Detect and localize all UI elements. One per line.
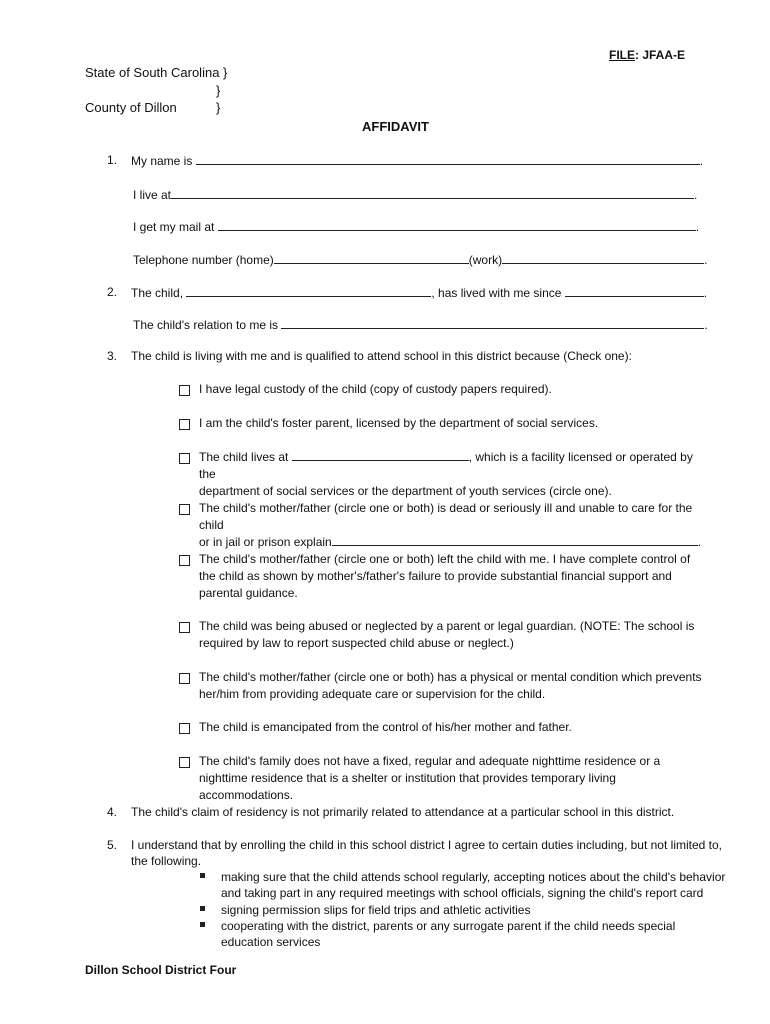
checkbox-legal-custody[interactable]	[179, 385, 190, 396]
bullet-item: signing permission slips for field trips and athletic activities	[221, 903, 531, 917]
checkbox-condition[interactable]	[179, 673, 190, 684]
item-number: 3.	[107, 349, 118, 363]
option-emancipated: The child is emancipated from the control of his/her mother and father.	[199, 720, 572, 734]
facility-blank[interactable]	[292, 449, 469, 461]
facility-label: The child lives at	[199, 450, 289, 464]
bullet-item: making sure that the child attends school regularly, accepting notices about the child's behavior	[221, 870, 726, 884]
item-number: 1.	[107, 153, 118, 167]
checkbox-abused[interactable]	[179, 622, 190, 633]
address-field-row	[133, 187, 697, 202]
option-foster-parent: I am the child's foster parent, licensed by the department of social services.	[199, 416, 599, 430]
file-label: FILE	[609, 48, 635, 62]
file-code	[609, 48, 685, 62]
county-line: County of Dillon	[85, 100, 177, 115]
facility-label-line2: department of social services or the department of youth services (circle one).	[199, 484, 612, 498]
address-blank[interactable]	[171, 187, 694, 199]
item-number: 4.	[107, 805, 118, 819]
name-label: My name is	[131, 154, 193, 168]
address-label: I live at	[133, 188, 172, 202]
phone-home-blank[interactable]	[274, 252, 469, 264]
child-label: The child,	[131, 286, 184, 300]
bullet-marker	[200, 906, 205, 911]
option-condition: The child's mother/father (circle one or both) has a physical or mental condition which prevents her/him from providing adequate care or supervision for the child.	[199, 670, 702, 701]
mail-blank[interactable]	[218, 219, 696, 231]
checkbox-facility[interactable]	[179, 453, 190, 464]
checkbox-homeless[interactable]	[179, 757, 190, 768]
period: .	[704, 253, 708, 267]
bullet-marker	[200, 922, 205, 927]
item-number: 2.	[107, 285, 118, 299]
checkbox-left-child[interactable]	[179, 555, 190, 566]
brace: }	[216, 100, 221, 115]
relation-label: The child's relation to me is	[133, 318, 279, 332]
period: .	[703, 286, 708, 300]
period: .	[694, 188, 698, 202]
phone-work-label: (work)	[468, 253, 503, 267]
period: .	[699, 154, 704, 168]
phone-home-label: Telephone number (home)	[133, 253, 274, 267]
option-abused: The child was being abused or neglected by a parent or legal guardian. (NOTE: The school is required by law to report suspected child abuse or neglect.)	[199, 619, 695, 650]
file-code-value: : JFAA-E	[635, 48, 686, 62]
checkbox-foster-parent[interactable]	[179, 419, 190, 430]
relation-field-row	[133, 317, 708, 332]
period: .	[704, 318, 708, 332]
name-field-row	[131, 153, 703, 168]
item-number: 5.	[107, 838, 118, 852]
option-facility	[199, 449, 704, 500]
option-dead-ill	[199, 500, 704, 551]
checkbox-emancipated[interactable]	[179, 723, 190, 734]
item4-text: The child's claim of residency is not primarily related to attendance at a particular school in this district.	[131, 805, 675, 819]
mail-label: I get my mail at	[133, 220, 215, 234]
bullet-marker	[200, 873, 205, 878]
footer-district: Dillon School District Four	[85, 963, 237, 977]
item5-line2: the following.	[131, 854, 202, 868]
checkbox-dead-ill[interactable]	[179, 504, 190, 515]
page-title: AFFIDAVIT	[362, 119, 429, 134]
explain-label: or in jail or prison explain	[199, 535, 332, 549]
relation-blank[interactable]	[281, 317, 704, 329]
dead-ill-label: The child's mother/father (circle one or both) is dead or seriously ill and unable to care for the child	[199, 501, 693, 532]
since-blank[interactable]	[565, 285, 704, 297]
name-blank[interactable]	[196, 153, 700, 165]
phone-work-blank[interactable]	[502, 252, 704, 264]
bullet-item: cooperating with the district, parents or any surrogate parent if the child needs special	[221, 919, 676, 933]
item3-text: The child is living with me and is qualified to attend school in this district because (Check one):	[131, 349, 632, 363]
child-name-blank[interactable]	[186, 285, 431, 297]
option-legal-custody: I have legal custody of the child (copy of custody papers required).	[199, 382, 552, 396]
facility-label-cont: , which is a facility licensed or operated by the	[199, 450, 693, 481]
state-line: State of South Carolina }	[85, 65, 228, 80]
item5-line1: I understand that by enrolling the child in this school district I agree to certain duties including, but not limited to,	[131, 838, 722, 852]
mail-field-row	[133, 219, 699, 234]
phone-field-row	[133, 252, 707, 267]
child-field-row	[131, 285, 707, 300]
bullet-item-cont: education services	[221, 935, 321, 949]
explain-blank[interactable]	[332, 534, 698, 546]
period: .	[697, 535, 702, 549]
option-homeless: The child's family does not have a fixed, regular and adequate nighttime residence or a nighttime residence that is a shelter or institution that provides temporary living accommodations.	[199, 754, 661, 802]
period: .	[695, 220, 700, 234]
lived-label: , has lived with me since	[431, 286, 562, 300]
option-left-child: The child's mother/father (circle one or both) left the child with me. I have complete control of the child as shown by mother's/father's failure to provide substantial financial support and parental guidance.	[199, 552, 691, 600]
brace: }	[216, 83, 221, 98]
bullet-item-cont: and taking part in any required meetings with school officials, signing the child's report card	[221, 886, 704, 900]
